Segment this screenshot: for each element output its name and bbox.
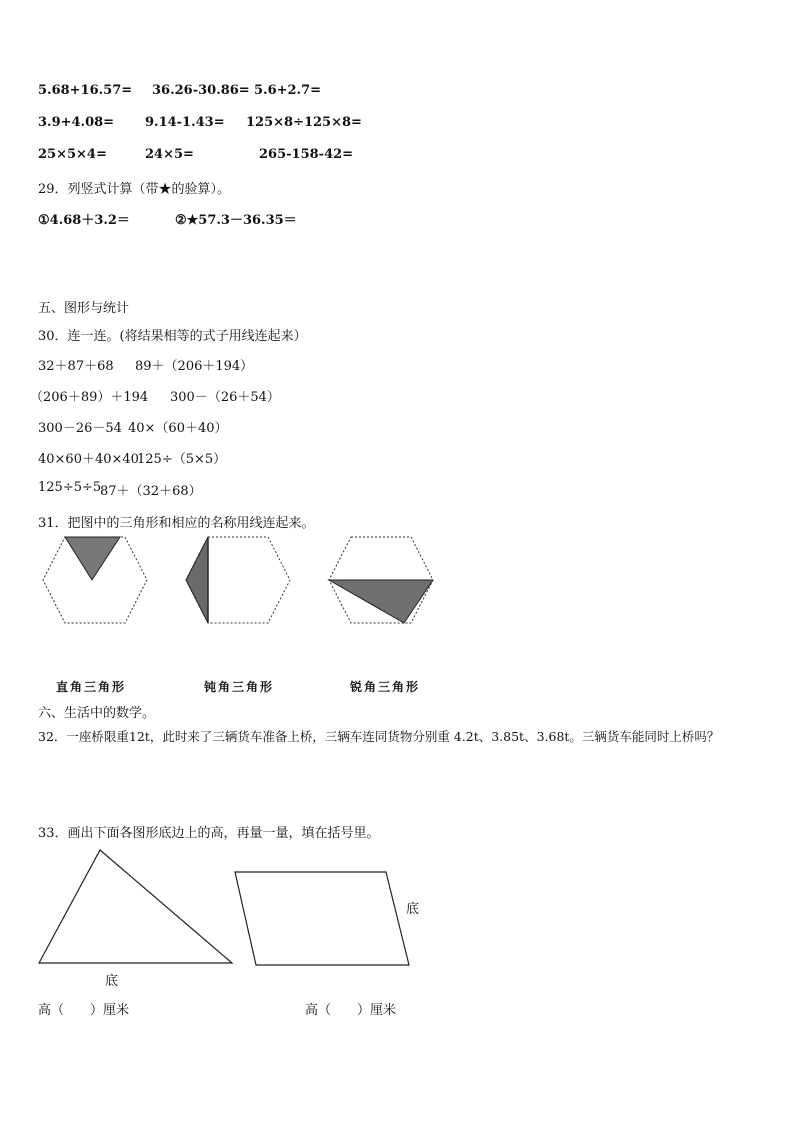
expression-left: 32＋87＋68 <box>38 359 114 374</box>
expression-right: 300－（26＋54） <box>170 390 280 405</box>
question-29-item-2: ②★57.3－36.35＝ <box>175 213 297 228</box>
parallelogram-base-label: 底 <box>406 902 420 917</box>
answer-height-2: 高（ ）厘米 <box>305 1003 397 1018</box>
calc-item: 24×5= <box>145 147 194 162</box>
section-6-title: 六、生活中的数学。 <box>38 706 156 721</box>
question-29-title: 29．列竖式计算（带★的验算）。 <box>38 182 231 197</box>
section-5-title: 五、图形与统计 <box>38 301 130 316</box>
triangle-base-label: 底 <box>105 974 119 989</box>
answer-height-1: 高（ ）厘米 <box>38 1003 130 1018</box>
question-30-title: 30．连一连。(将结果相等的式子用线连起来） <box>38 329 307 344</box>
expression-right: 89＋（206＋194） <box>135 359 254 374</box>
expression-left: 40×60＋40×40 <box>38 452 139 467</box>
hexagon-figure-3 <box>326 534 436 629</box>
calc-item: 3.9+4.08= <box>38 115 115 130</box>
expression-right: 87＋（32＋68） <box>100 484 202 499</box>
question-29-item-1: ①4.68＋3.2＝ <box>38 213 130 228</box>
question-31-title: 31．把图中的三角形和相应的名称用线连起来。 <box>38 516 315 531</box>
calc-item: 25×5×4= <box>38 147 107 162</box>
calc-item: 265-158-42= <box>259 147 354 162</box>
triangle-figure <box>36 847 238 967</box>
expression-left: 125÷5÷5 <box>38 480 102 495</box>
triangle-label-obtuse: 钝角三角形 <box>204 680 275 694</box>
calc-item: 9.14-1.43= <box>145 115 225 130</box>
triangle-label-acute: 锐角三角形 <box>350 680 421 694</box>
expression-left: 300－26－54 <box>38 421 122 436</box>
triangle-shaded <box>329 580 433 623</box>
calc-item: 5.6+2.7= <box>254 83 322 98</box>
expression-left: （206＋89）＋194 <box>30 390 149 405</box>
calc-item: 125×8÷125×8= <box>246 115 362 130</box>
expression-right: 125÷（5×5） <box>137 452 227 467</box>
triangle-shaded <box>186 537 208 623</box>
parallelogram-figure <box>231 869 413 969</box>
hexagon-figure-2 <box>183 534 293 629</box>
triangle-shaded <box>65 537 120 580</box>
question-33-title: 33．画出下面各图形底边上的高，再量一量，填在括号里。 <box>38 826 380 841</box>
calc-item: 5.68+16.57= <box>38 83 133 98</box>
expression-right: 40×（60＋40） <box>128 421 228 436</box>
calc-item: 36.26-30.86= <box>152 83 250 98</box>
triangle-label-right: 直角三角形 <box>56 680 127 694</box>
question-32-title: 32．一座桥限重12t，此时来了三辆货车准备上桥，三辆车连同货物分别重 4.2t、3.85t、3.68t。三辆货车能同时上桥吗？ <box>38 729 720 744</box>
hexagon-figure-1 <box>40 534 150 629</box>
